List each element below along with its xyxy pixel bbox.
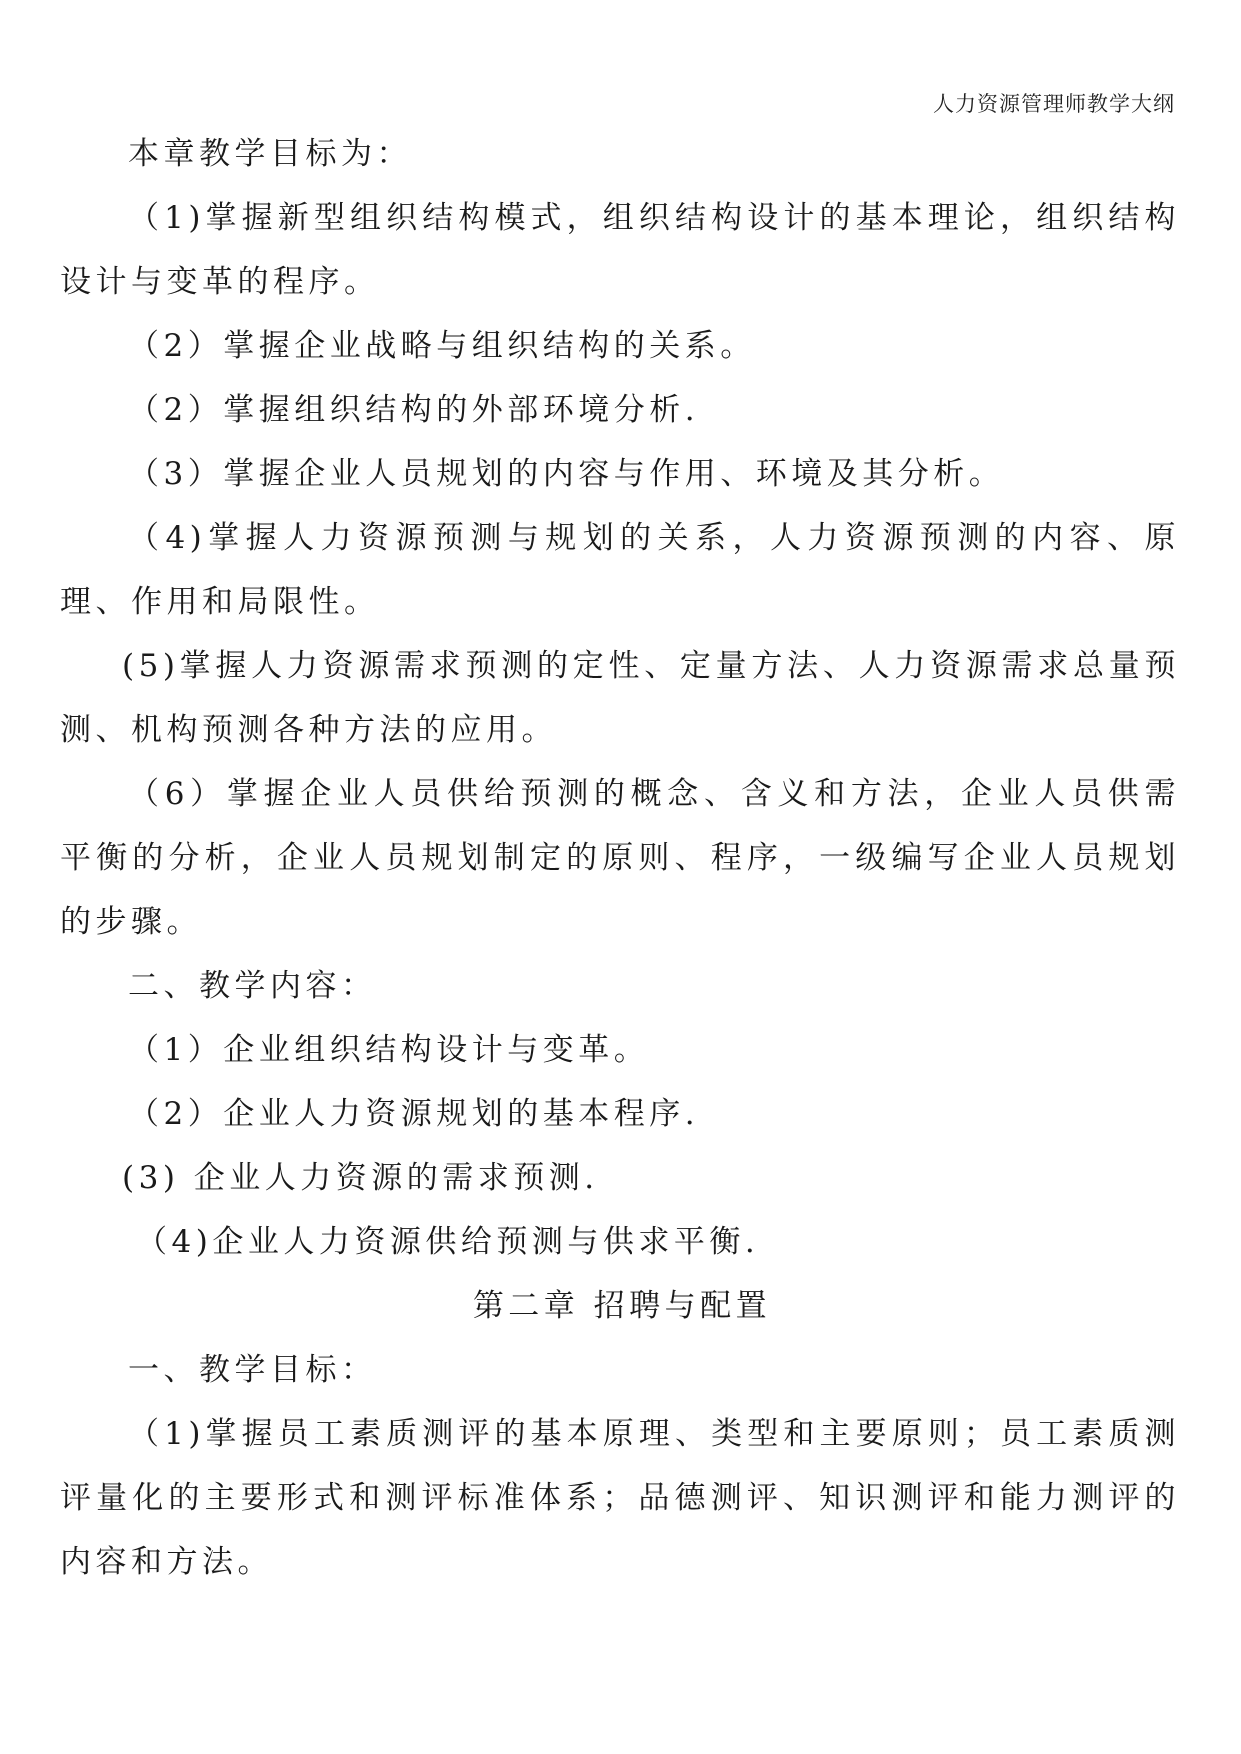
objective-6: （6）掌握企业人员供给预测的概念、含义和方法，企业人员供需平衡的分析，企业人员规划制定的原则、程序，一级编写企业人员规划的步骤。 <box>60 776 1180 940</box>
chapter-title: 第二章 招聘与配置 <box>472 1288 772 1324</box>
content-item-4: （4)企业人力资源供给预测与供求平衡. <box>136 1224 760 1260</box>
content-heading: 二、教学内容： <box>128 968 377 1004</box>
document-header: 人力资源管理师教学大纲 <box>933 92 1175 116</box>
content-item-3: (3) 企业人力资源的需求预测. <box>122 1160 599 1196</box>
objective-1: （1)掌握新型组织结构模式，组织结构设计的基本理论，组织结构设计与变革的程序。 <box>60 200 1180 300</box>
content-item-2: （2）企业人力资源规划的基本程序. <box>128 1096 700 1132</box>
objective-2b: （2）掌握组织结构的外部环境分析. <box>128 392 700 428</box>
objectives-heading: 一、教学目标： <box>128 1352 377 1388</box>
objective-4: （4)掌握人力资源预测与规划的关系，人力资源预测的内容、原理、作用和局限性。 <box>60 520 1180 620</box>
objective-3: （3）掌握企业人员规划的内容与作用、环境及其分析。 <box>128 456 1005 492</box>
objective-5: (5)掌握人力资源需求预测的定性、定量方法、人力资源需求总量预测、机构预测各种方法的应用。 <box>60 648 1180 748</box>
section-intro: 本章教学目标为： <box>128 136 412 172</box>
objective-2: （2）掌握企业战略与组织结构的关系。 <box>128 328 756 364</box>
document-body <box>60 122 1180 1594</box>
chapter2-objective-1: （1)掌握员工素质测评的基本原理、类型和主要原则；员工素质测评量化的主要形式和测评标准体系；品德测评、知识测评和能力测评的内容和方法。 <box>60 1416 1180 1580</box>
content-item-1: （1）企业组织结构设计与变革。 <box>128 1032 650 1068</box>
